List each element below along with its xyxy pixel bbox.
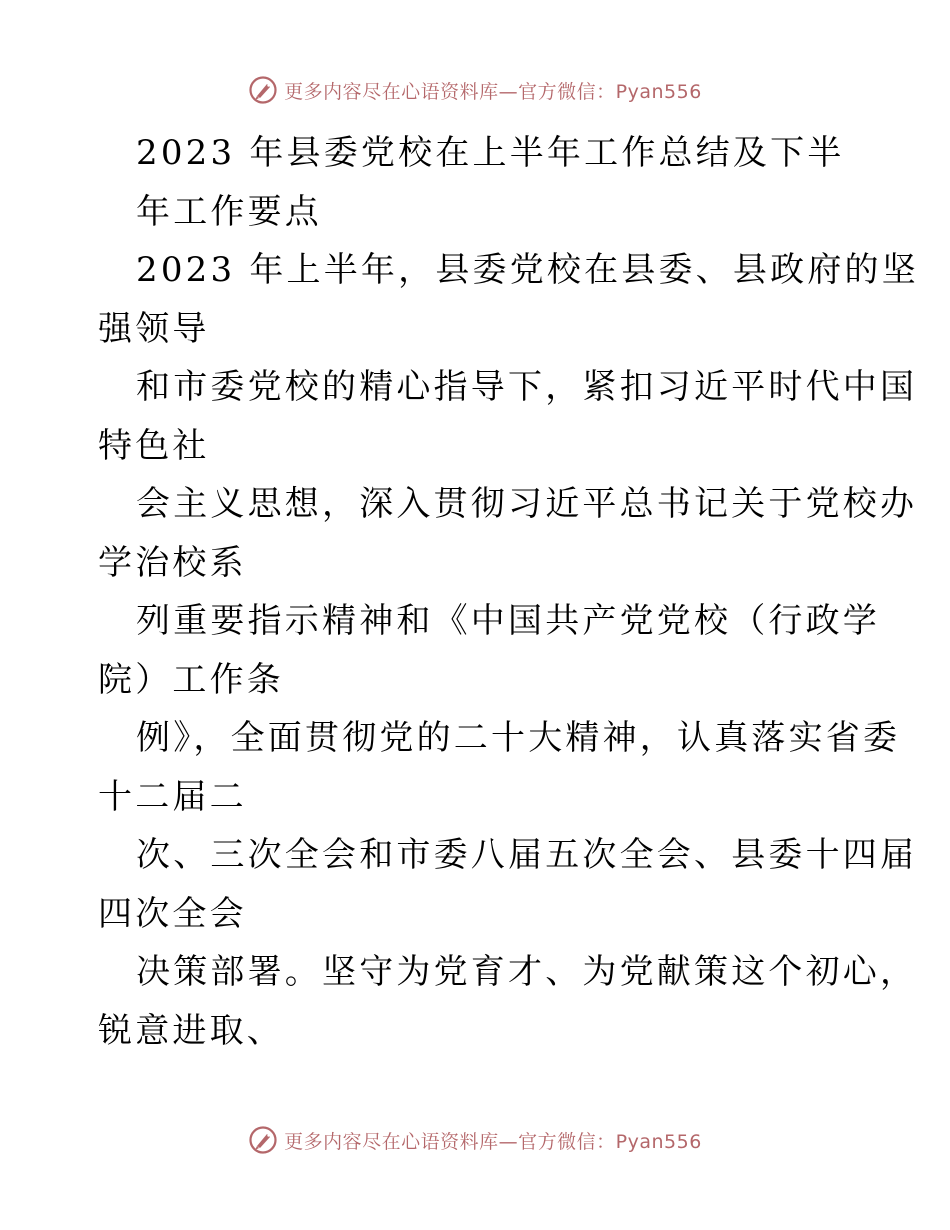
paragraph-line: 次、三次全会和市委八届五次全会、县委十四届 (136, 835, 918, 875)
paragraph-line: 2023 年上半年，县委党校在县委、县政府的坚 (136, 250, 919, 290)
paragraph-line: 和市委党校的精心指导下，紧扣习近平时代中国 (136, 367, 918, 407)
pen-logo-icon (248, 75, 278, 105)
paragraph-line: 列重要指示精神和《中国共产党党校（行政学 (136, 601, 880, 641)
paragraph-line: 锐意进取、 (98, 1010, 284, 1051)
paragraph-line: 特色社 (98, 425, 210, 466)
paragraph-line: 学治校系 (98, 542, 247, 583)
header-banner (0, 70, 950, 110)
pen-logo-icon (248, 1125, 278, 1155)
header-banner-text: 更多内容尽在心语资料库—官方微信：Pyan556 (284, 80, 702, 103)
footer-banner-text: 更多内容尽在心语资料库—官方微信：Pyan556 (284, 1130, 702, 1153)
document-body (98, 124, 919, 1060)
paragraph-line: 十二届二 (98, 776, 247, 817)
footer-banner (0, 1120, 950, 1160)
paragraph-line: 例》，全面贯彻党的二十大精神，认真落实省委 (136, 718, 901, 758)
paragraph-line: 强领导 (98, 308, 210, 349)
paragraph-line: 四次全会 (98, 893, 247, 934)
paragraph-line: 会主义思想，深入贯彻习近平总书记关于党校办 (136, 484, 918, 524)
document-title-line: 2023 年县委党校在上半年工作总结及下半 (136, 133, 845, 173)
document-title-line: 年工作要点 (136, 191, 322, 232)
paragraph-line: 院）工作条 (98, 659, 284, 700)
paragraph-line: 决策部署。坚守为党育才、为党献策这个初心， (136, 952, 918, 992)
